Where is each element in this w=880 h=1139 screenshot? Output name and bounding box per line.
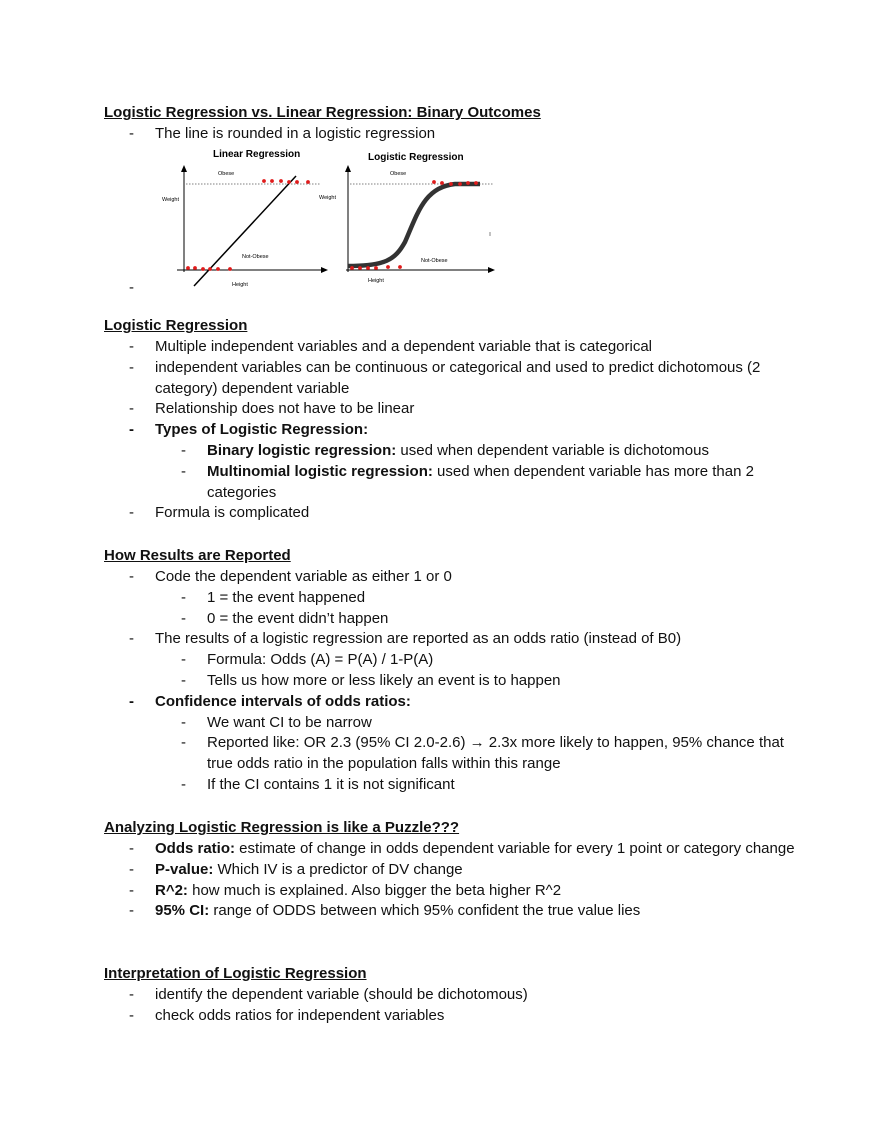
list-item xyxy=(104,420,804,441)
logistic-y-label: Weight xyxy=(319,195,337,201)
item-text: identify the dependent variable (should be dichotomous) xyxy=(155,986,528,1003)
data-point xyxy=(374,266,378,270)
data-point xyxy=(262,179,266,183)
linear-bottom-label: Not-Obese xyxy=(242,254,269,260)
item-text: Code the dependent variable as either 1 or 0 xyxy=(155,568,452,585)
item-text: If the CI contains 1 it is not significant xyxy=(207,775,455,793)
linear-y-arrow xyxy=(181,165,187,172)
list-item xyxy=(104,860,804,881)
item-text: range of ODDS between which 95% confident the true value lies xyxy=(209,902,641,920)
item-text: estimate of change in odds dependent variable for every 1 point or category change xyxy=(235,840,795,857)
logistic-x-label: Height xyxy=(368,278,384,284)
interpretation-list xyxy=(104,985,804,1027)
linear-title: Linear Regression xyxy=(213,149,301,160)
data-point xyxy=(449,182,453,186)
data-point xyxy=(306,180,310,184)
list-item xyxy=(104,839,804,860)
data-point xyxy=(186,266,190,270)
list-item xyxy=(104,671,804,692)
data-point xyxy=(295,180,299,184)
item-text: Tells us how more or less likely an event is to happen xyxy=(207,671,561,689)
logistic-top-label: Obese xyxy=(390,171,407,177)
data-point xyxy=(358,266,362,270)
list-item xyxy=(104,901,804,922)
bullet-dash: - xyxy=(181,734,186,752)
data-point xyxy=(350,266,354,270)
heading-comparison: Logistic Regression vs. Linear Regression: Binary Outcomes xyxy=(104,104,541,121)
heading-logistic-regression: Logistic Regression xyxy=(104,317,248,334)
item-text: Formula is complicated xyxy=(155,504,310,522)
item-bold: P-value: xyxy=(155,860,214,878)
item-text: Which IV is a predictor of DV change xyxy=(213,860,463,878)
bullet-dash: - xyxy=(129,881,134,899)
bullet-dash: - xyxy=(129,358,134,376)
item-text: how much is explained. Also bigger the beta higher R^2 xyxy=(187,881,562,899)
bullet-dash: - xyxy=(181,775,186,793)
item-text: The line is rounded in a logistic regression xyxy=(155,125,436,142)
data-point xyxy=(458,182,462,186)
item-bold: R^2: xyxy=(155,881,188,899)
bullet-dash: - xyxy=(129,125,134,142)
list-item xyxy=(104,775,804,796)
list-item xyxy=(104,733,804,775)
analyzing-list xyxy=(104,839,804,922)
bullet-dash: - xyxy=(129,504,134,522)
bullet-dash: - xyxy=(129,902,134,920)
bullet-dash: - xyxy=(129,630,134,648)
logistic-y-arrow xyxy=(345,165,351,172)
item-bold: Odds ratio: xyxy=(155,840,236,857)
list-item xyxy=(104,1006,804,1027)
data-point xyxy=(366,266,370,270)
item-text: independent variables can be continuous or categorical and used to predict dichotomous (2 category) dependent variable xyxy=(155,358,761,397)
heading-analyzing-puzzle: Analyzing Logistic Regression is like a Puzzle??? xyxy=(104,819,460,836)
list-item xyxy=(104,692,804,713)
bullet-dash: - xyxy=(129,692,134,710)
bullet-dash: - xyxy=(181,609,186,627)
bullet-dash: - xyxy=(129,860,134,878)
list-item xyxy=(104,462,804,504)
logistic-curve xyxy=(348,184,480,266)
results-list xyxy=(104,567,804,796)
item-bold: Binary logistic regression: xyxy=(207,441,397,459)
list-item xyxy=(104,358,804,400)
data-point xyxy=(208,267,212,271)
data-point xyxy=(201,267,205,271)
section-analyzing-puzzle xyxy=(104,818,804,922)
data-point xyxy=(398,265,402,269)
data-point xyxy=(287,180,291,184)
item-bold: 95% CI: xyxy=(155,902,210,920)
list-item xyxy=(104,399,804,420)
linear-x-arrow xyxy=(321,267,328,273)
item-text: We want CI to be narrow xyxy=(207,713,372,731)
item-bold: Types of Logistic Regression: xyxy=(155,421,369,439)
data-point xyxy=(228,267,232,271)
data-point xyxy=(466,181,470,185)
bullet-dash: - xyxy=(129,400,134,418)
data-point xyxy=(474,181,478,185)
bullet-dash: - xyxy=(181,671,186,689)
bullet-dash: - xyxy=(181,462,186,480)
section-interpretation xyxy=(104,964,804,1027)
regression-figure-svg xyxy=(150,142,500,292)
data-point xyxy=(386,265,390,269)
section-how-results-reported xyxy=(104,546,804,796)
heading-interpretation: Interpretation of Logistic Regression xyxy=(104,965,367,982)
bullet-dash: - xyxy=(129,421,134,439)
item-text: used when dependent variable is dichotomous xyxy=(396,441,709,459)
bullet-dash: - xyxy=(129,986,134,1003)
bullet-dash: - xyxy=(129,338,134,355)
item-text: The results of a logistic regression are reported as an odds ratio (instead of B0) xyxy=(155,630,682,648)
item-text: used when dependent variable has more than 2 categories xyxy=(207,462,754,501)
logistic-regression-list xyxy=(104,337,804,524)
linear-x-label: Height xyxy=(232,282,248,288)
item-text: 1 = the event happened xyxy=(207,588,366,606)
data-point xyxy=(279,179,283,183)
item-bold: Multinomial logistic regression: xyxy=(207,462,433,480)
logistic-x-arrow xyxy=(488,267,495,273)
data-point xyxy=(216,267,220,271)
item-text: Formula: Odds (A) = P(A) / 1-P(A) xyxy=(207,651,434,669)
item-text: Relationship does not have to be linear xyxy=(155,400,415,418)
bullet-dash: - xyxy=(181,441,186,459)
logistic-bottom-label: Not-Obese xyxy=(421,258,448,264)
bullet-dash: - xyxy=(181,651,186,669)
list-item xyxy=(104,567,804,588)
linear-regression-panel xyxy=(162,149,328,288)
list-item xyxy=(104,881,804,902)
bullet-dash: - xyxy=(129,568,134,585)
bullet-dash: - xyxy=(181,588,186,606)
linear-y-label: Weight xyxy=(162,197,180,203)
bullet-dash: - xyxy=(181,713,186,731)
heading-how-results-reported: How Results are Reported xyxy=(104,547,291,564)
list-item xyxy=(104,609,804,630)
data-point xyxy=(270,179,274,183)
bullet-dash: - xyxy=(129,279,134,296)
item-text: Multiple independent variables and a dependent variable that is categorical xyxy=(155,338,652,355)
data-point xyxy=(432,180,436,184)
regression-figure xyxy=(150,142,500,292)
list-item xyxy=(104,985,804,1006)
list-item xyxy=(104,629,804,650)
list-item xyxy=(104,441,804,462)
list-item xyxy=(104,503,804,524)
bullet-dash: - xyxy=(129,840,134,857)
item-bold: Confidence intervals of odds ratios: xyxy=(155,692,411,710)
item-text: check odds ratios for independent variables xyxy=(155,1006,445,1024)
logistic-title: Logistic Regression xyxy=(368,152,464,163)
data-point xyxy=(193,266,197,270)
item-text: 0 = the event didn’t happen xyxy=(207,609,389,627)
data-point xyxy=(440,181,444,185)
list-item xyxy=(104,650,804,671)
item-text: Reported like: OR 2.3 (95% CI 2.0-2.6) → 2.3x more likely to happen, 95% chance that true odds ratio in the population falls within this range xyxy=(207,734,784,773)
linear-top-label: Obese xyxy=(218,171,235,177)
list-item xyxy=(104,588,804,609)
bullet-dash: - xyxy=(129,1006,134,1024)
section-logistic-regression xyxy=(104,316,804,524)
logistic-regression-panel xyxy=(319,152,495,284)
list-item xyxy=(104,337,804,358)
list-item xyxy=(104,713,804,734)
